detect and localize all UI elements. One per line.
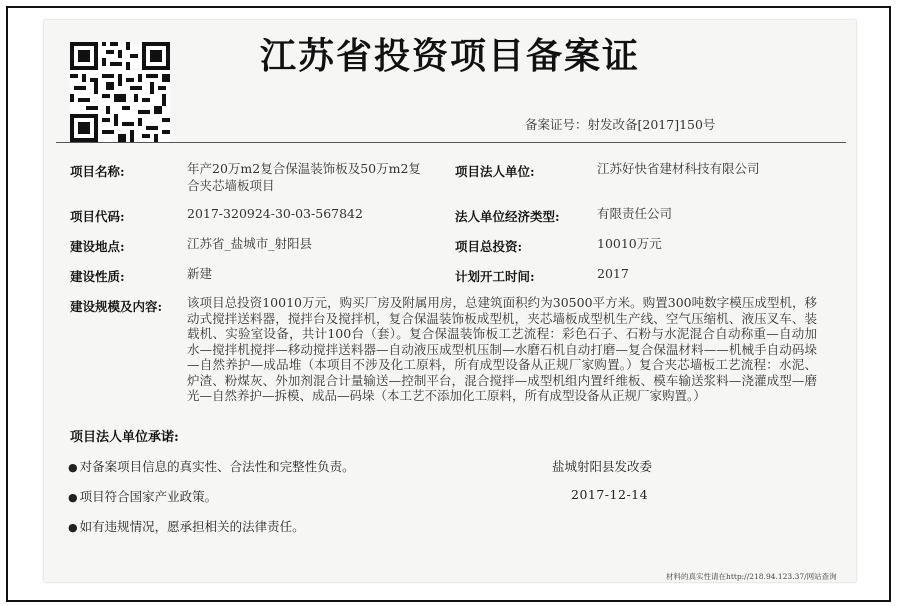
- location-label: 建设地点:: [70, 239, 125, 254]
- nature-value: 新建: [187, 266, 213, 281]
- commitment-item: ● 项目符合国家产业政策。: [68, 489, 218, 504]
- scope-value: 该项目总投资10010万元，购买厂房及附属用房，总建筑面积约为30500平方米。购置300吨数字模压成型机，移动式搅拌送料器，搅拌台及搅拌机，复合保温装饰板成型机，夹芯墙板成型机生产线、空气压缩机、液压叉车、装载机、实验室设备，共计100台（套）。复合保温装饰板工艺流程：彩色石子、石粉与水泥混合自动称重—自动加水—搅拌机搅拌—移动搅拌送料器—自动液压成型机压制—水磨石机自动打磨—复合保温材料——机械手自动码垛—自然养护—成品堆（本项目不涉及化工原料，所有成型设备从正规厂家购置。）复合夹芯墙板工艺流程：水泥、炉渣、粉煤灰、外加剂混合计量输送—控制平台，混合搅拌—成型机组内置纤维板、模车输送浆料—浇灌成型—磨光—自然养护—拆模、成品—码垛（本工艺不添加化工原料，所有成型设备从正规厂家购置。）: [187, 295, 817, 403]
- document-title: 江苏省投资项目备案证: [259, 35, 640, 77]
- entity-type-label: 法人单位经济类型:: [455, 209, 560, 224]
- legal-entity-value: 江苏好快省建材科技有限公司: [597, 161, 760, 176]
- total-investment-label: 项目总投资:: [455, 239, 523, 254]
- commitment-item: ● 对备案项目信息的真实性、合法性和完整性负责。: [68, 459, 355, 474]
- bullet-icon: ●: [68, 521, 78, 534]
- project-code-label: 项目代码:: [70, 209, 125, 224]
- start-time-value: 2017: [597, 266, 629, 281]
- entity-type-value: 有限责任公司: [597, 206, 673, 221]
- scope-label: 建设规模及内容:: [70, 299, 163, 314]
- location-value: 江苏省_盐城市_射阳县: [187, 236, 313, 251]
- legal-entity-label: 项目法人单位:: [455, 164, 535, 179]
- bullet-icon: ●: [68, 461, 78, 474]
- certificate-number: 备案证号：射发改备[2017]150号: [525, 117, 716, 132]
- project-code-value: 2017-320924-30-03-567842: [187, 206, 363, 221]
- header-divider: [56, 142, 846, 143]
- issue-date: 2017-12-14: [571, 487, 649, 502]
- bullet-icon: ●: [68, 491, 78, 504]
- project-name-label: 项目名称:: [70, 164, 125, 179]
- qr-code-icon: [70, 42, 170, 142]
- verification-footer: 材料的真实性请在http://218.94.123.37/网站查询: [666, 572, 837, 581]
- issuing-authority: 盐城射阳县发改委: [552, 459, 653, 474]
- total-investment-value: 10010万元: [597, 236, 662, 251]
- commitment-item: ● 如有违规情况，愿承担相关的法律责任。: [68, 519, 305, 534]
- start-time-label: 计划开工时间:: [455, 269, 535, 284]
- commitment-heading: 项目法人单位承诺:: [70, 430, 179, 445]
- nature-label: 建设性质:: [70, 269, 125, 284]
- project-name-value: 年产20万m2复合保温装饰板及50万m2复合夹芯墙板项目: [187, 161, 421, 193]
